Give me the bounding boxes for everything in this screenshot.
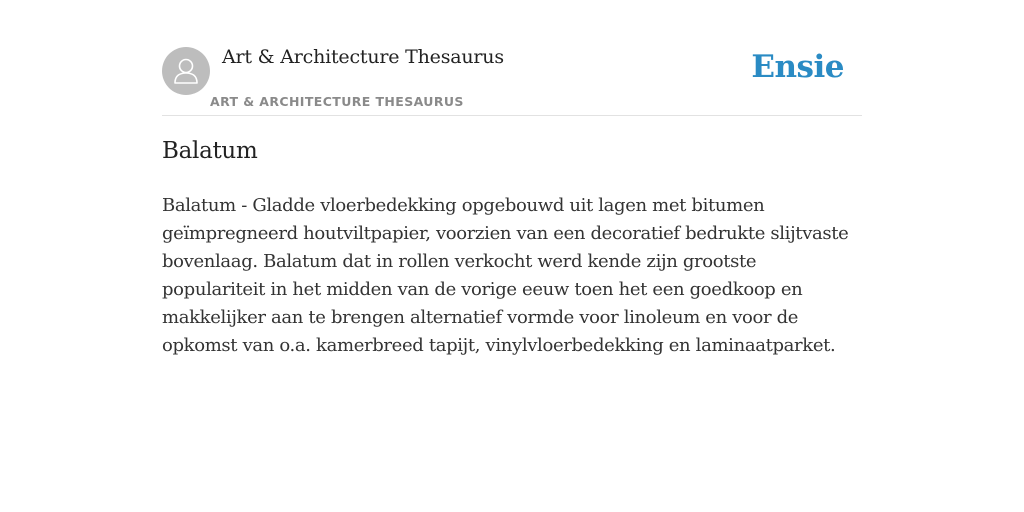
author-name[interactable]: Art & Architecture Thesaurus <box>222 46 504 68</box>
user-silhouette-icon <box>162 47 210 95</box>
entry-definition: Balatum - Gladde vloerbedekking opgebouwd uit lagen met bitumen geïmpregneerd houtviltpapier, voorzien van een decoratief bedrukte slijtvaste bovenlaag. Balatum dat in rollen verkocht werd kende zijn grootste populariteit in het midden van de vorige eeuw toen het een goedkoop en makkelijker aan te brengen alternatief vormde voor linoleum en voor de opkomst van o.a. kamerbreed tapijt, vinylvloerbedekking en laminaatparket. <box>162 195 849 356</box>
entry-header <box>162 44 862 116</box>
entry-title: Balatum <box>162 138 258 164</box>
ensie-logo[interactable]: Ensie <box>751 49 844 85</box>
avatar[interactable] <box>162 47 210 95</box>
source-label[interactable]: ART & ARCHITECTURE THESAURUS <box>210 94 464 109</box>
